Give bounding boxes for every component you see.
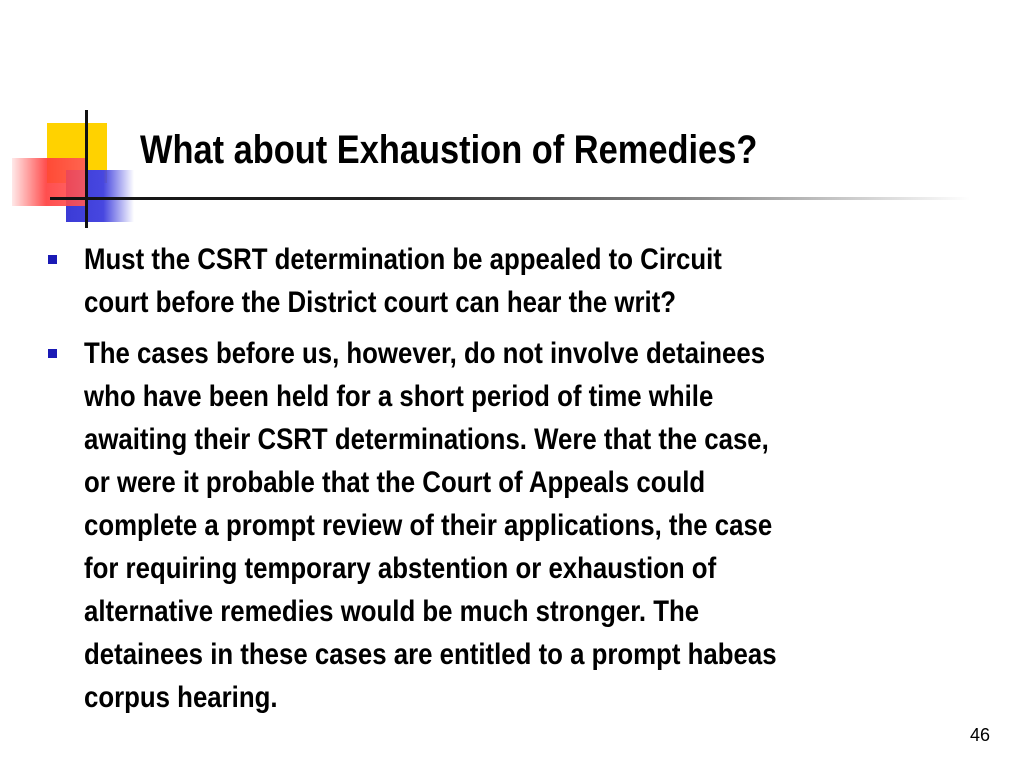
- bullet-text: Must the CSRT determination be appealed to Circuit court before the District court can hear the writ?: [84, 243, 722, 319]
- title-underline: [50, 197, 970, 200]
- square-bullet-icon: [48, 255, 57, 264]
- bullet-text: The cases before us, however, do not involve detainees who have been held for a short period of time while awaiting their CSRT determinations. Were that the case, or were it probable that the Court of Appeals could complete a prompt review of their applications, the case for requiring temporary abstention or exhaustion of alternative remedies would be much stronger. The detainees in these cases are entitled to a prompt habeas corpus hearing.: [84, 337, 777, 714]
- bullet-item: [44, 238, 1004, 324]
- slide-title: What about Exhaustion of Remedies?: [140, 128, 758, 172]
- square-bullet-icon: [48, 349, 57, 358]
- logo-vertical-line: [85, 110, 88, 228]
- bullet-list: [44, 238, 1004, 727]
- bullet-item: [44, 332, 1004, 719]
- page-number: 46: [969, 725, 990, 745]
